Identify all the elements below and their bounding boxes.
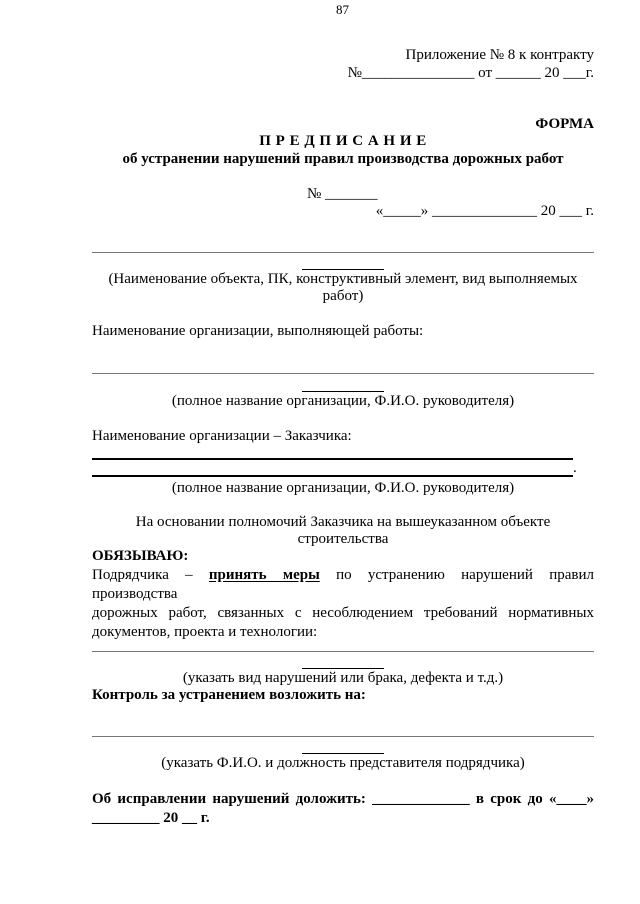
violation-fill-line xyxy=(92,651,594,652)
customer-fill-line-1 xyxy=(92,458,573,460)
order-part-3: по устранению нарушений правил производства xyxy=(92,567,594,602)
contractor-label: Наименование организации, выполняющей работы: xyxy=(92,323,424,339)
object-caption-rule xyxy=(302,269,384,270)
obligate-heading: ОБЯЗЫВАЮ: xyxy=(92,548,189,564)
document-subtitle: об устранении нарушений правил производства дорожных работ xyxy=(122,151,564,167)
representative-caption: (указать Ф.И.О. и должность представителя подрядчика) xyxy=(161,755,525,771)
representative-fill-line xyxy=(92,736,594,737)
page-number: 87 xyxy=(336,2,349,17)
contractor-caption: (полное название организации, Ф.И.О. руководителя) xyxy=(171,393,515,409)
control-label: Контроль за устранением возложить на: xyxy=(92,687,366,703)
customer-line-end: . xyxy=(573,460,577,476)
order-paragraph xyxy=(92,566,594,642)
object-fill-line xyxy=(92,252,594,253)
representative-caption-rule xyxy=(302,753,384,754)
basis-line-2: строительства xyxy=(297,531,389,547)
date-line: «_____» ______________ 20 ___ г. xyxy=(375,203,594,219)
appendix-line-2: №_______________ от ______ 20 ___г. xyxy=(347,65,594,81)
violation-caption-rule xyxy=(302,668,384,669)
customer-fill-line-2 xyxy=(92,475,573,477)
object-caption-line-1: (Наименование объекта, ПК, конструктивный элемент, вид выполняемых xyxy=(108,271,578,287)
customer-caption: (полное название организации, Ф.И.О. руководителя) xyxy=(171,480,515,496)
order-line-3: документов, проекта и технологии: xyxy=(92,624,318,640)
contractor-caption-rule xyxy=(302,391,384,392)
document-title: П Р Е Д П И С А Н И Е xyxy=(259,133,427,149)
appendix-line-1: Приложение № 8 к контракту xyxy=(405,47,594,63)
violation-caption: (указать вид нарушений или брака, дефекта и т.д.) xyxy=(182,670,504,686)
contractor-fill-line xyxy=(92,373,594,374)
order-line-1 xyxy=(92,566,594,604)
customer-label: Наименование организации – Заказчика: xyxy=(92,428,352,444)
basis-line-1: На основании полномочий Заказчика на вышеуказанном объекте xyxy=(135,514,551,530)
order-line-2: дорожных работ, связанных с несоблюдением требований нормативных xyxy=(92,605,594,621)
report-line-2: _________ 20 __ г. xyxy=(92,810,210,826)
number-line: № _______ xyxy=(307,186,378,202)
order-part-1: Подрядчика – xyxy=(92,567,209,583)
report-paragraph xyxy=(92,790,594,828)
order-emphasis: принять меры xyxy=(208,567,320,583)
report-line-1: Об исправлении нарушений доложить: _____________ в срок до «____» xyxy=(92,791,594,807)
form-label: ФОРМА xyxy=(535,116,594,132)
object-caption-line-2: работ) xyxy=(322,288,364,304)
